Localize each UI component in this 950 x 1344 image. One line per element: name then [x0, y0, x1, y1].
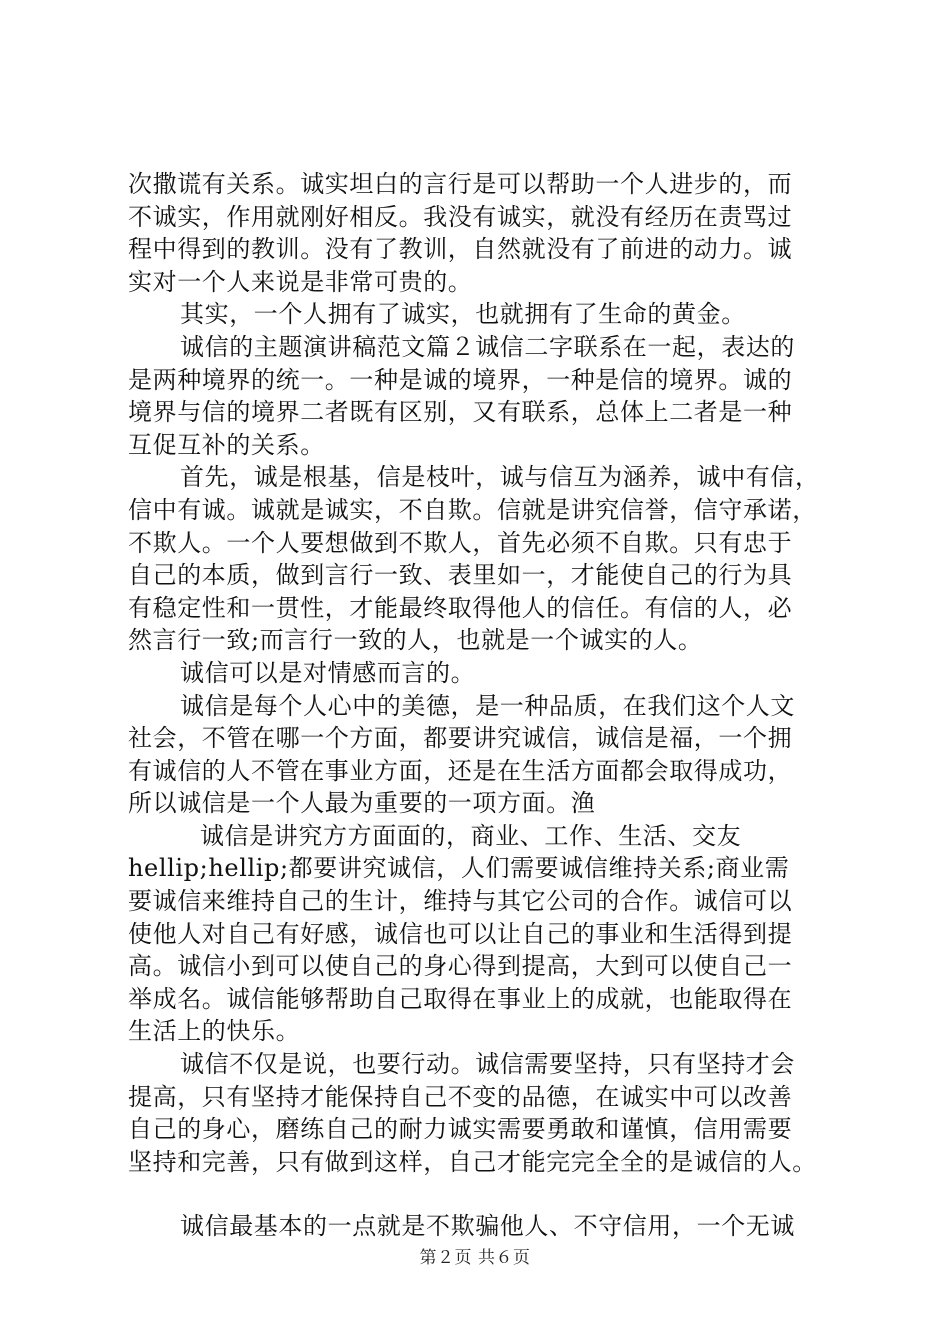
text-line: 是两种境界的统一。一种是诚的境界，一种是信的境界。诚的 — [128, 365, 793, 394]
text-line: 实对一个人来说是非常可贵的。 — [128, 267, 473, 296]
text-line: 信中有诚。诚就是诚实，不自欺。信就是讲究信誉，信守承诺， — [128, 495, 817, 524]
text-line: 互促互补的关系。 — [128, 430, 325, 459]
text-line: 所以诚信是一个人最为重要的一项方面。渔 — [128, 789, 596, 818]
text-line: 诚信不仅是说，也要行动。诚信需要坚持，只有坚持才会 — [180, 1050, 795, 1079]
text-line: 诚信是讲究方方面面的，商业、工作、生活、交友 — [200, 821, 742, 850]
document-body — [128, 168, 840, 1243]
text-line: 有稳定性和一贯性，才能最终取得他人的信任。有信的人，必 — [128, 593, 793, 622]
text-line: 坚持和完善，只有做到这样，自己才能完完全全的是诚信的人。 — [128, 1147, 817, 1176]
text-line: 诚信是每个人心中的美德，是一种品质，在我们这个人文 — [180, 691, 795, 720]
text-line: 诚信最基本的一点就是不欺骗他人、不守信用，一个无诚 — [180, 1212, 795, 1241]
text-line: 其实，一个人拥有了诚实，也就拥有了生命的黄金。 — [180, 300, 746, 329]
text-line: 诚信可以是对情感而言的。 — [180, 658, 476, 687]
text-line: 诚信的主题演讲稿范文篇２诚信二字联系在一起，表达的 — [180, 332, 795, 361]
page-footer: 第２页 共６页 — [419, 1248, 531, 1268]
text-line: 提高，只有坚持才能保持自己不变的品德，在诚实中可以改善 — [128, 1082, 793, 1111]
text-line: 不诚实，作用就刚好相反。我没有诚实，就没有经历在责骂过 — [128, 202, 793, 231]
text-line: 高。诚信小到可以使自己的身心得到提高，大到可以使自己一 — [128, 952, 793, 981]
text-line: 举成名。诚信能够帮助自己取得在事业上的成就，也能取得在 — [128, 984, 793, 1013]
text-line: 程中得到的教训。没有了教训，自然就没有了前进的动力。诚 — [128, 235, 793, 264]
text-line: 社会，不管在哪一个方面，都要讲究诚信，诚信是福，一个拥 — [128, 724, 793, 753]
text-line: 首先，诚是根基，信是枝叶，诚与信互为涵养，诚中有信， — [180, 463, 820, 492]
text-line: hellip;hellip;都要讲究诚信，人们需要诚信维持关系;商业需 — [128, 854, 790, 883]
text-line: 境界与信的境界二者既有区别，又有联系，总体上二者是一种 — [128, 398, 793, 427]
text-line: 使他人对自己有好感，诚信也可以让自己的事业和生活得到提 — [128, 919, 793, 948]
text-line: 要诚信来维持自己的生计，维持与其它公司的合作。诚信可以 — [128, 887, 793, 916]
text-line: 自己的本质，做到言行一致、表里如一，才能使自己的行为具 — [128, 561, 793, 590]
text-line: 不欺人。一个人要想做到不欺人，首先必须不自欺。只有忠于 — [128, 528, 793, 557]
text-line: 次撒谎有关系。诚实坦白的言行是可以帮助一个人进步的，而 — [128, 170, 793, 198]
text-line: 有诚信的人不管在事业方面，还是在生活方面都会取得成功， — [128, 756, 793, 785]
text-line: 自己的身心，磨练自己的耐力诚实需要勇敢和谨慎，信用需要 — [128, 1115, 793, 1144]
text-line: 生活上的快乐。 — [128, 1017, 301, 1046]
text-line: 然言行一致;而言行一致的人，也就是一个诚实的人。 — [128, 626, 703, 655]
